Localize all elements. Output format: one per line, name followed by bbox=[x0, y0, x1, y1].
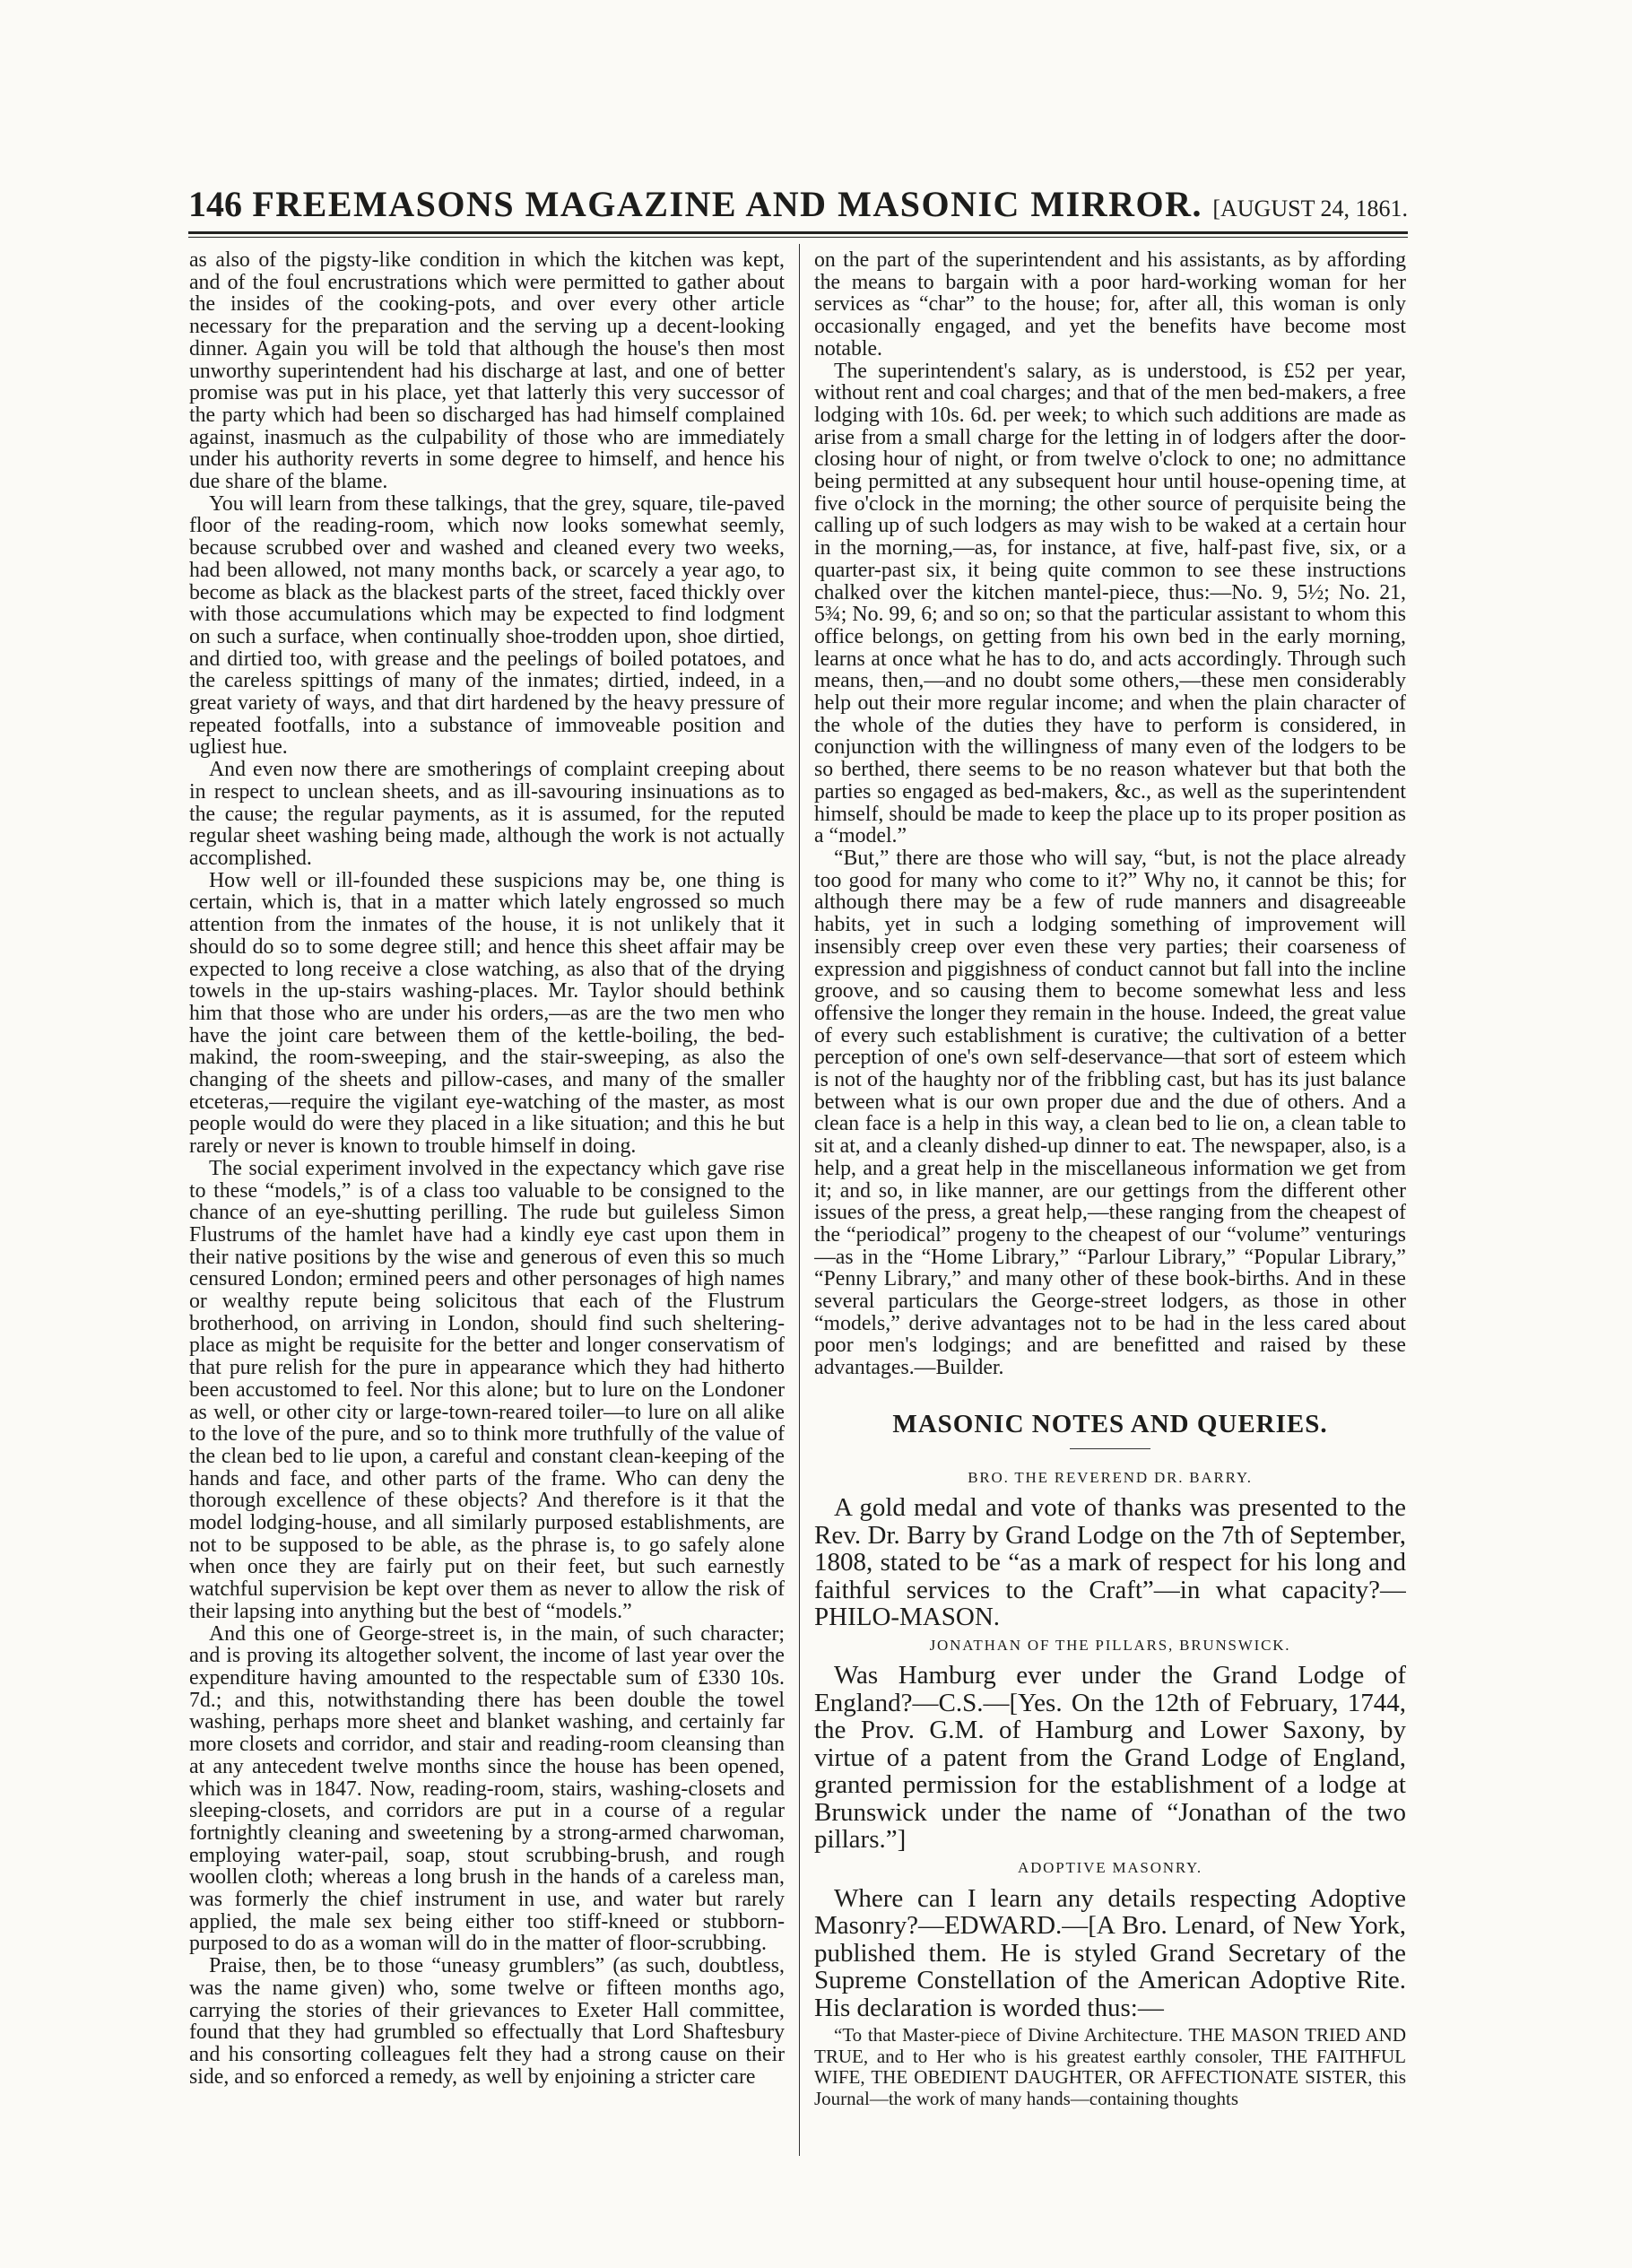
article-paragraph: on the part of the superintendent and his assistants, as by affording the means to bargain with a poor hard-working woman for her services as “char” to the house; for, after all, this woman is only occasionally engaged, and yet the benefits have become most notable. bbox=[814, 249, 1406, 361]
article-paragraph: Praise, then, be to those “uneasy grumblers” (as such, doubtless, was the name given) who, some twelve or fifteen months ago, carrying the stories of their grievances to Exeter Hall committee, found that they had grumbled so effectually that Lord Shaftesbury and his consorting colleagues felt they had a strong cause on their side, and so enforced a remedy, as well by enjoining a stricter care bbox=[189, 1954, 785, 2089]
right-column bbox=[814, 249, 1406, 2151]
article-paragraph: And this one of George-street is, in the main, of such character; and is proving its altogether solvent, the income of last year over the expenditure having amounted to the respectable sum of £330 10s. 7d.; and this, notwithstanding there has been double the towel washing, perhaps more sheet and blanket washing, and certainly far more closets and corridor, and stair and reading-room cleansing than at any antecedent twelve months since the house has been opened, which was in 1847. Now, reading-room, stairs, washing-closets and sleeping-closets, and corridors are put in a course of a regular fortnightly cleaning and sweetening by a strong-armed charwoman, employing water-pail, soap, stout scrubbing-brush, and rough woollen cloth; whereas a long brush in the hands of a careless man, was formerly the chief instrument in use, and water but rarely applied, the male sex being either too stiff-kneed or stubborn-purposed to do as a woman will do in the matter of floor-scrubbing. bbox=[189, 1621, 785, 1956]
query-heading: JONATHAN OF THE PILLARS, BRUNSWICK. bbox=[929, 1636, 1291, 1654]
masthead-title: FREEMASONS MAGAZINE AND MASONIC MIRROR. bbox=[252, 184, 1202, 224]
article-paragraph: The social experiment involved in the expectancy which gave rise to these “models,” is of a class too valuable to be consigned to the chance of an eye-shutting perilling. The rude but guileless Simon Flustrums of the hamlet have had a kindly eye cast upon them in their native positions by the wise and generous of even this so much censured London; ermined peers and other personages of high names or wealthy repute being solicitous that each of the Flustrum brotherhood, on arriving in London, should find such sheltering-place as might be requisite for the better and longer conservatism of that pure relish for the pure in appearance which they had hitherto been accustomed to feel. Nor this alone; but to lure on the Londoner as well, or other city or large-town-reared toiler—to lure on all alike to the love of the pure, and so to think more truthfully of the value of the clean bed to lie upon, a careful and constant clean-keeping of the hands and face, and other parts of the frame. Who can deny the thorough excellence of these objects? And therefore is it that the model lodging-house, and all similarly purposed establishments, are not to be supposed to be able, as the phrase is, to go safely alone when once they are fairly put on their feet, but such earnestly watchful supervision be kept over them as never to allow the risk of their lapsing into anything but the best of “models.” bbox=[189, 1156, 785, 1623]
article-paragraph: And even now there are smotherings of complaint creeping about in respect to unclean sheets, and as ill-savouring insinuations as to the cause; the regular payments, as it is assumed, for the reputed regular sheet washing being made, although the work is not actually accomplished. bbox=[189, 758, 785, 870]
page-header bbox=[188, 183, 1408, 230]
query-paragraph: A gold medal and vote of thanks was presented to the Rev. Dr. Barry by Grand Lodge on the 7th of September, 1808, stated to be “as a mark of respect for his long and faithful services to the Craft”—in what capacity?—PHILO-MASON. bbox=[814, 1493, 1406, 1632]
column-divider bbox=[799, 244, 800, 2156]
article-paragraph: as also of the pigsty-like condition in which the kitchen was kept, and of the foul encrustrations which were permitted to gather about the insides of the cooking-pots, and over every other article necessary for the preparation and the serving up a decent-looking dinner. Again you will be told that although the house's then most unworthy superintendent had his discharge at last, and one of better promise was put in his place, yet that latterly this very successor of the party which had been so discharged has had himself complained against, inasmuch as the culpability of those who are immediately under his authority reverts in some degree to himself, and hence his due share of the blame. bbox=[189, 249, 785, 494]
article-paragraph: “But,” there are those who will say, “but, is not the place already too good for many who come to it?” Why no, it cannot be this; for although there may be a few of rude manners and disagreeable habits, yet in such a lodging something of improvement will insensibly creep over even these very parties; their coarseness of expression and piggishness of conduct cannot but fall into the incline groove, and so causing them to become somewhat less and less offensive the longer they remain in the house. Indeed, the great value of every such establishment is curative; the cultivation of a better perception of one's own self-deservance—that sort of esteem which is not of the haughty nor of the fribbling cast, but has its just balance between what is our own proper due and the due of others. And a clean face is a help in this way, a clean bed to lie on, a clean table to sit at, and a cleanly dished-up dinner to eat. The newspaper, also, is a help, and a great help in the miscellaneous information we get from it; and so, in like manner, are our gettings from the different other issues of the press, a great help,—these ranging from the cheapest of the “periodical” progeny to the cheapest of our “volume” venturings—as in the “Home Library,” “Parlour Library,” “Popular Library,” “Penny Library,” and many other of these book-births. And in these several particulars the George-street lodgers, as those in other “models,” derive advantages not to be had in the less cared about poor men's lodgings; and are benefitted and raised by these advantages.—Builder. bbox=[814, 846, 1406, 1380]
query-heading: ADOPTIVE MASONRY. bbox=[1018, 1858, 1202, 1876]
query-body bbox=[814, 1494, 1406, 1631]
left-column bbox=[189, 249, 785, 2151]
section-title: MASONIC NOTES AND QUERIES. bbox=[892, 1409, 1328, 1438]
article-paragraph: How well or ill-founded these suspicions may be, one thing is certain, which is, that in a matter which lately engrossed so much attention from the inmates of the house, it is not unlikely that it should do so to some degree still; and hence this sheet affair may be expected to long receive a close watching, as also that of the drying towels in the up-stairs washing-places. Mr. Taylor should bethink him that those who are under his orders,—as are the two men who have the joint care between them of the kettle-boiling, the bed-makind, the room-sweeping, and the stair-sweeping, as also the changing of the sheets and pillow-cases, and many of the smaller etceteras,—require the vigilant eye-watching of the master, as most people would do were they placed in a like situation; and this he but rarely or never is known to trouble himself in doing. bbox=[189, 868, 785, 1159]
query-body bbox=[814, 1885, 1406, 2022]
query-paragraph: Where can I learn any details respecting Adoptive Masonry?—EDWARD.—[A Bro. Lenard, of New York, published them. He is styled Grand Secretary of the Supreme Constellation of the American Adoptive Rite. His declaration is worded thus:— bbox=[814, 1883, 1406, 2022]
article-paragraph: You will learn from these talkings, that the grey, square, tile-paved floor of the reading-room, which now looks somewhat seemly, because scrubbed over and washed and cleaned every two weeks, had been allowed, not many months back, or scarcely a year ago, to become as black as the blackest parts of the street, faced thickly over with those accumulations which may be expected to find lodgment on such a surface, when continually shoe-trodden upon, shoe dirtied, and dirtied too, with grease and the peelings of boiled potatoes, and the careless spittings of many of the inmates; dirtied, indeed, in a great variety of ways, and that dirt hardened by the heavy pressure of repeated footfalls, into a substance of immoveable position and ugliest hue. bbox=[189, 491, 785, 760]
header-rule-thin bbox=[188, 237, 1408, 238]
query-body bbox=[814, 1662, 1406, 1854]
query-heading: BRO. THE REVEREND DR. BARRY. bbox=[968, 1468, 1253, 1486]
query-paragraph: Was Hamburg ever under the Grand Lodge of England?—C.S.—[Yes. On the 12th of February, 1744, the Prov. G.M. of Hamburg and Lower Saxony, by virtue of a patent from the Grand Lodge of England, granted permission for the establishment of a lodge at Brunswick under the name of “Jonathan of the two pillars.”] bbox=[814, 1661, 1406, 1855]
issue-date: [AUGUST 24, 1861. bbox=[1212, 196, 1408, 222]
page-number: 146 bbox=[188, 184, 242, 224]
article-paragraph: The superintendent's salary, as is understood, is £52 per year, without rent and coal charges; and that of the men bed-makers, a free lodging with 10s. 6d. per week; to which such additions are made as arise from a small charge for the letting in of lodgers after the door-closing hour of night, or from twelve o'clock to one; no admittance being permitted at any subsequent hour until house-opening time, at five o'clock in the morning; the other source of perquisite being the calling up of such lodgers as may wish to be waked at a certain hour in the morning,—as, for instance, at five, half-past five, six, or a quarter-past six, it being quite common to see these instructions chalked over the kitchen mantel-piece, thus:—No. 9, 5½; No. 21, 5¾; No. 99, 6; and so on; so that the particular assistant to whom this office belongs, on getting from his own bed in the early morning, learns at once what he has to do, and acts accordingly. Through such means, then,—and no doubt some others,—these men considerably help out their more regular income; and when the plain character of the whole of the duties they have to perform is considered, in conjunction with the willingness of many even of the lodgers to be so berthed, there seems to be no reason whatever but that both the parties so engaged as bed-makers, &c., as well as the superintendent himself, should be made to keep the place up to its proper position as a “model.” bbox=[814, 359, 1406, 848]
quoted-declaration: “To that Master-piece of Divine Architecture. THE MASON TRIED AND TRUE, and to Her who is his greatest earthly consoler, THE FAITHFUL WIFE, THE OBEDIENT DAUGHTER, OR AFFECTIONATE SISTER, this Journal—the work of many hands—containing thoughts bbox=[814, 2024, 1406, 2109]
section-rule bbox=[1070, 1448, 1150, 1449]
header-rule bbox=[188, 231, 1408, 234]
